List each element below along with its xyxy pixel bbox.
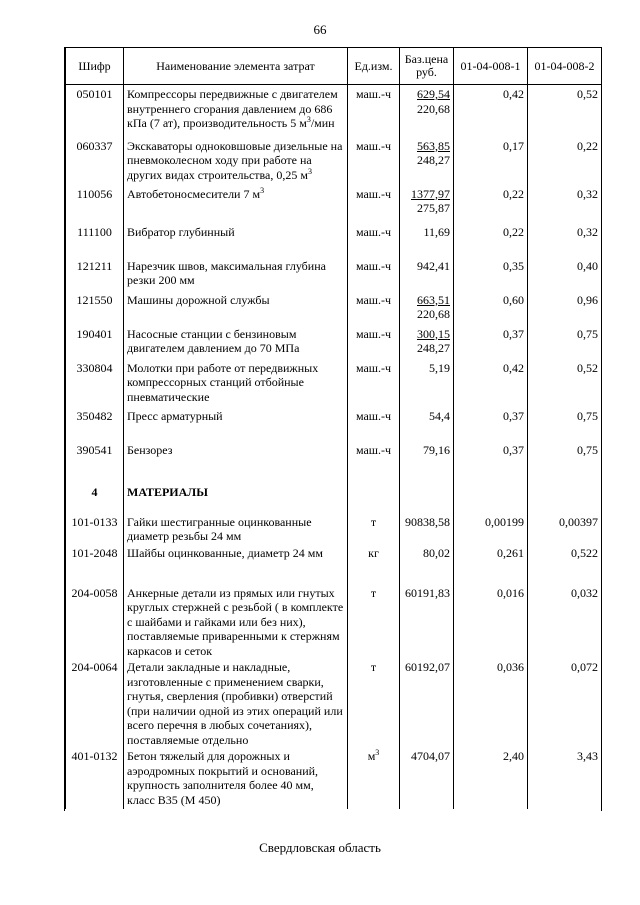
material-code: 401-0132 <box>66 747 124 809</box>
material-price: 90838,58 <box>400 513 454 544</box>
row-name <box>124 257 348 291</box>
material-value-2: 0,00397 <box>528 513 602 544</box>
table-row <box>66 223 602 257</box>
row-name-text: Автобетоносмесители 7 м <box>127 186 261 201</box>
footer-region: Свердловская область <box>259 840 381 855</box>
row-name-sup: 3 <box>260 185 265 195</box>
row-name <box>124 223 348 257</box>
material-value-2: 0,522 <box>528 544 602 584</box>
row-price-top: 300,15 <box>417 326 450 341</box>
row-code: 190401 <box>66 325 124 359</box>
row-name-text: Вибратор глубинный <box>127 224 235 239</box>
row-name-text: Нарезчик швов, максимальная глубина резки 200 мм <box>127 258 326 287</box>
section-number: 4 <box>66 477 124 513</box>
row-value-1: 0,22 <box>454 185 528 223</box>
row-price <box>400 257 454 291</box>
section-row <box>66 477 602 513</box>
material-value-1: 0,00199 <box>454 513 528 544</box>
material-code: 204-0064 <box>66 658 124 747</box>
material-unit-text: т <box>370 585 377 600</box>
row-unit: маш.-ч <box>348 223 400 257</box>
row-price-bottom: 942,41 <box>417 258 450 273</box>
row-unit: маш.-ч <box>348 185 400 223</box>
row-price-top: 563,85 <box>417 138 450 153</box>
row-price <box>400 359 454 407</box>
material-name: Гайки шестигранные оцинкованные диаметр резьбы 24 мм <box>124 513 348 544</box>
row-price <box>400 291 454 325</box>
header-col1: 01-04-008-1 <box>454 48 528 85</box>
row-value-2: 0,52 <box>528 359 602 407</box>
row-code: 330804 <box>66 359 124 407</box>
table-row <box>66 544 602 584</box>
material-price: 4704,07 <box>400 747 454 809</box>
header-code: Шифр <box>66 48 124 85</box>
material-unit-text: т <box>370 514 377 529</box>
row-value-1: 0,42 <box>454 85 528 137</box>
row-value-1: 0,42 <box>454 359 528 407</box>
page-number: 66 <box>313 22 327 37</box>
material-value-2: 3,43 <box>528 747 602 809</box>
row-unit: маш.-ч <box>348 257 400 291</box>
section-empty-cell <box>528 477 602 513</box>
table-row <box>66 359 602 407</box>
material-value-1: 0,261 <box>454 544 528 584</box>
table-row <box>66 658 602 747</box>
row-value-1: 0,37 <box>454 325 528 359</box>
material-code: 101-2048 <box>66 544 124 584</box>
material-unit <box>348 544 400 584</box>
row-value-2: 0,22 <box>528 137 602 185</box>
row-name <box>124 407 348 441</box>
row-unit: маш.-ч <box>348 291 400 325</box>
row-name <box>124 359 348 407</box>
row-price-bottom: 248,27 <box>417 341 450 355</box>
material-name: Анкерные детали из прямых или гнутых круглых стержней с резьбой ( в комплекте с шайбами и гайками или без них), поставляемые приваренными к стержням каркасов и сеток <box>124 584 348 659</box>
row-price-bottom: 220,68 <box>417 101 450 116</box>
row-value-1: 0,37 <box>454 441 528 477</box>
row-value-2: 0,32 <box>528 223 602 257</box>
material-unit-text: т <box>370 660 377 674</box>
table-row <box>66 85 602 137</box>
row-name-text: Насосные станции с бензиновым двигателем давлением до 70 МПа <box>127 326 300 355</box>
header-price: Баз.цена руб. <box>400 48 454 85</box>
row-price-bottom: 220,68 <box>417 307 450 321</box>
row-value-2: 0,75 <box>528 407 602 441</box>
row-code: 121550 <box>66 291 124 325</box>
row-price-bottom: 54,4 <box>429 408 450 423</box>
row-name <box>124 137 348 185</box>
material-code: 101-0133 <box>66 513 124 544</box>
row-unit: маш.-ч <box>348 441 400 477</box>
row-price <box>400 137 454 185</box>
row-code: 390541 <box>66 441 124 477</box>
material-value-1: 2,40 <box>454 747 528 809</box>
material-name: Бетон тяжелый для дорожных и аэродромных покрытий и оснований, крупность заполнителя более 40 мм, класс В35 (М 450) <box>124 747 348 809</box>
material-unit-text: м <box>367 749 376 763</box>
cost-table-grid <box>65 47 602 809</box>
row-name <box>124 325 348 359</box>
row-unit: маш.-ч <box>348 137 400 185</box>
row-value-1: 0,22 <box>454 223 528 257</box>
table-row <box>66 584 602 659</box>
table-row <box>66 185 602 223</box>
material-name: Шайбы оцинкованные, диаметр 24 мм <box>124 544 348 584</box>
row-name <box>124 185 348 223</box>
row-price-top: 1377,97 <box>411 186 450 201</box>
section-empty-cell <box>348 477 400 513</box>
row-price <box>400 185 454 223</box>
section-empty-cell <box>454 477 528 513</box>
row-name-sup: 3 <box>306 115 311 124</box>
header-col2: 01-04-008-2 <box>528 48 602 85</box>
row-code: 111100 <box>66 223 124 257</box>
row-price-bottom: 275,87 <box>417 201 450 215</box>
row-value-1: 0,37 <box>454 407 528 441</box>
row-value-2: 0,52 <box>528 85 602 137</box>
header-name: Наименование элемента затрат <box>124 48 348 85</box>
row-name-text: Экскаваторы одноковшовые дизельные на пневмоколесном ходу при работе на других видах строительства, 0,25 м <box>127 138 343 182</box>
row-price-bottom: 248,27 <box>417 153 450 167</box>
row-name <box>124 85 348 137</box>
row-price-top: 663,51 <box>417 292 450 307</box>
row-name-text: Молотки при работе от передвижных компрессорных станций отбойные пневматические <box>127 360 319 404</box>
table-row <box>66 441 602 477</box>
row-value-1: 0,60 <box>454 291 528 325</box>
row-value-2: 0,96 <box>528 291 602 325</box>
row-price <box>400 407 454 441</box>
row-name-sup: 3 <box>307 166 312 176</box>
row-name-text: Бензорез <box>127 442 173 457</box>
material-name: Детали закладные и накладные, изготовленные с применением сварки, гнутья, сверления (пробивки) отверстий (при наличии одной из этих операций или всего перечня в любых сочетаниях), поставляемые отдельно <box>124 658 348 747</box>
table-row <box>66 407 602 441</box>
row-value-2: 0,75 <box>528 325 602 359</box>
row-code: 121211 <box>66 257 124 291</box>
material-code: 204-0058 <box>66 584 124 659</box>
material-price: 80,02 <box>400 544 454 584</box>
material-unit <box>348 513 400 544</box>
material-unit <box>348 747 400 809</box>
row-code: 050101 <box>66 85 124 137</box>
section-empty-cell <box>400 477 454 513</box>
row-value-2: 0,32 <box>528 185 602 223</box>
material-value-2: 0,032 <box>528 584 602 659</box>
row-unit: маш.-ч <box>348 325 400 359</box>
material-unit <box>348 658 400 747</box>
row-price-bottom: 5,19 <box>429 360 450 375</box>
table-header-row <box>66 48 602 85</box>
row-unit: маш.-ч <box>348 407 400 441</box>
material-value-1: 0,016 <box>454 584 528 659</box>
row-value-1: 0,35 <box>454 257 528 291</box>
material-unit <box>348 584 400 659</box>
row-price-top: 629,54 <box>417 87 450 101</box>
table-row <box>66 325 602 359</box>
material-price: 60192,07 <box>400 658 454 747</box>
material-unit-sup: 3 <box>375 748 380 757</box>
row-code: 350482 <box>66 407 124 441</box>
row-name <box>124 441 348 477</box>
row-value-1: 0,17 <box>454 137 528 185</box>
row-value-2: 0,40 <box>528 257 602 291</box>
row-price <box>400 441 454 477</box>
row-price <box>400 325 454 359</box>
row-price-bottom: 79,16 <box>423 442 450 457</box>
material-value-2: 0,072 <box>528 658 602 747</box>
material-price: 60191,83 <box>400 584 454 659</box>
cost-table <box>64 47 602 811</box>
row-code: 060337 <box>66 137 124 185</box>
row-unit: маш.-ч <box>348 359 400 407</box>
row-value-2: 0,75 <box>528 441 602 477</box>
material-unit-text: кг <box>368 545 379 560</box>
row-code: 110056 <box>66 185 124 223</box>
table-row <box>66 137 602 185</box>
table-row <box>66 291 602 325</box>
row-name-after: /мин <box>310 116 335 130</box>
row-price <box>400 85 454 137</box>
section-title: МАТЕРИАЛЫ <box>124 477 348 513</box>
row-name-text: Машины дорожной службы <box>127 292 270 307</box>
row-price <box>400 223 454 257</box>
row-name-text: Компрессоры передвижные с двигателем внутреннего сгорания давлением до 686 кПа (7 ат), производительность 5 м <box>127 87 338 130</box>
row-price-bottom: 11,69 <box>423 224 450 239</box>
table-row <box>66 513 602 544</box>
row-unit: маш.-ч <box>348 85 400 137</box>
row-name <box>124 291 348 325</box>
table-row <box>66 747 602 809</box>
row-name-text: Пресс арматурный <box>127 408 223 423</box>
table-row <box>66 257 602 291</box>
material-value-1: 0,036 <box>454 658 528 747</box>
header-unit: Ед.изм. <box>348 48 400 85</box>
table-body <box>66 85 602 810</box>
